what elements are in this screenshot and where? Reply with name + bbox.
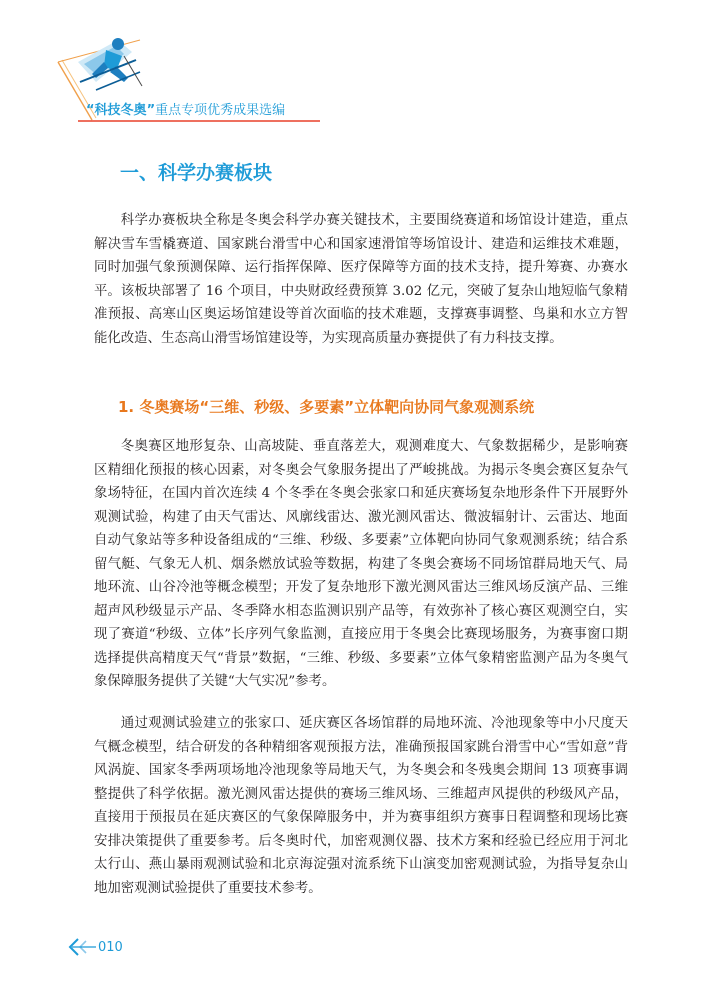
subsection-title: 1. 冬奥赛场“三维、秒级、多要素”立体靶向协同气象观测系统 [118, 398, 535, 416]
brand-highlight: 科技冬奥 [94, 103, 147, 118]
series-title [86, 102, 285, 120]
brand-quote-close: ” [146, 103, 156, 118]
section-title: 一、科学办赛板块 [120, 162, 273, 184]
section-intro-paragraph: 科学办赛板块全称是冬奥会科学办赛关键技术，主要围绕赛道和场馆设计建造，重点解决雪车雪橇赛道、国家跳台滑雪中心和国家速滑馆等场馆设计、建造和运维技术难题，同时加强气象预测保障、运行指挥保障、医疗保障等方面的技术支持，提升筹赛、办赛水平。该板块部署了 16 个项目，中央财政经费预算 3.02 亿元，突破了复杂山地短临气象精准预报、高寒山区奥运场馆建设等首次面临的技术难题，支撑赛事调整、鸟巢和水立方智能化改造、生态高山滑雪场馆建设等，为实现高质量办赛提供了有力科技支撑。 [94, 213, 628, 346]
subsection-paragraph-2: 通过观测试验建立的张家口、延庆赛区各场馆群的局地环流、冷池现象等中小尺度天气概念模型，结合研发的各种精细客观预报方法，准确预报国家跳台滑雪中心“雪如意”背风涡旋、国家冬季两项场地冷池现象等局地天气，为冬奥会和冬残奥会期间 13 项赛事调整提供了科学依据。激光测风雷达提供的赛场三维风场、三维超声风提供的秒级风产品，直接用于预报员在延庆赛区的气象保障服务中，并为赛事组织方赛事日程调整和现场比赛安排决策提供了重要参考。后冬奥时代，加密观测仪器、技术方案和经验已经应用于河北太行山、燕山暴雨观测试验和北京海淀强对流系统下山演变加密观测试验，为指导复杂山地加密观测试验提供了重要技术参考。 [94, 716, 628, 896]
brand-quote-open: “ [86, 103, 95, 118]
subsection-paragraph-1: 冬奥赛区地形复杂、山高坡陡、垂直落差大，观测难度大、气象数据稀少，是影响赛区精细化预报的核心因素，对冬奥会气象服务提出了严峻挑战。为揭示冬奥会赛区复杂气象场特征，在国内首次连续 4 个冬季在冬奥会张家口和延庆赛场复杂地形条件下开展野外观测试验，构建了由天气雷达、风廓线雷达、激光测风雷达、微波辐射计、云雷达、地面自动气象站等多种设备组成的“三维、秒级、多要素”立体靶向协同气象观测系统；结合系留气艇、气象无人机、烟条燃放试验等数据，构建了冬奥会赛场不同场馆群局地天气、局地环流、山谷冷池等概念模型；开发了复杂地形下激光测风雷达三维风场反演产品、三维超声风秒级显示产品、冬季降水相态监测识别产品等，有效弥补了核心赛区观测空白，实现了赛道“秒级、立体”长序列气象监测，直接应用于冬奥会比赛现场服务，为赛事窗口期选择提供高精度天气“背景”数据，“三维、秒级、多要素”立体气象精密监测产品为冬奥气象保障服务提供了关键“大气实况”参考。 [94, 439, 628, 689]
brand-rest: 重点专项优秀成果选编 [155, 103, 286, 118]
page-number: 010 [98, 940, 123, 955]
skier-icon [78, 38, 142, 90]
arrow-left-icon [68, 935, 98, 959]
